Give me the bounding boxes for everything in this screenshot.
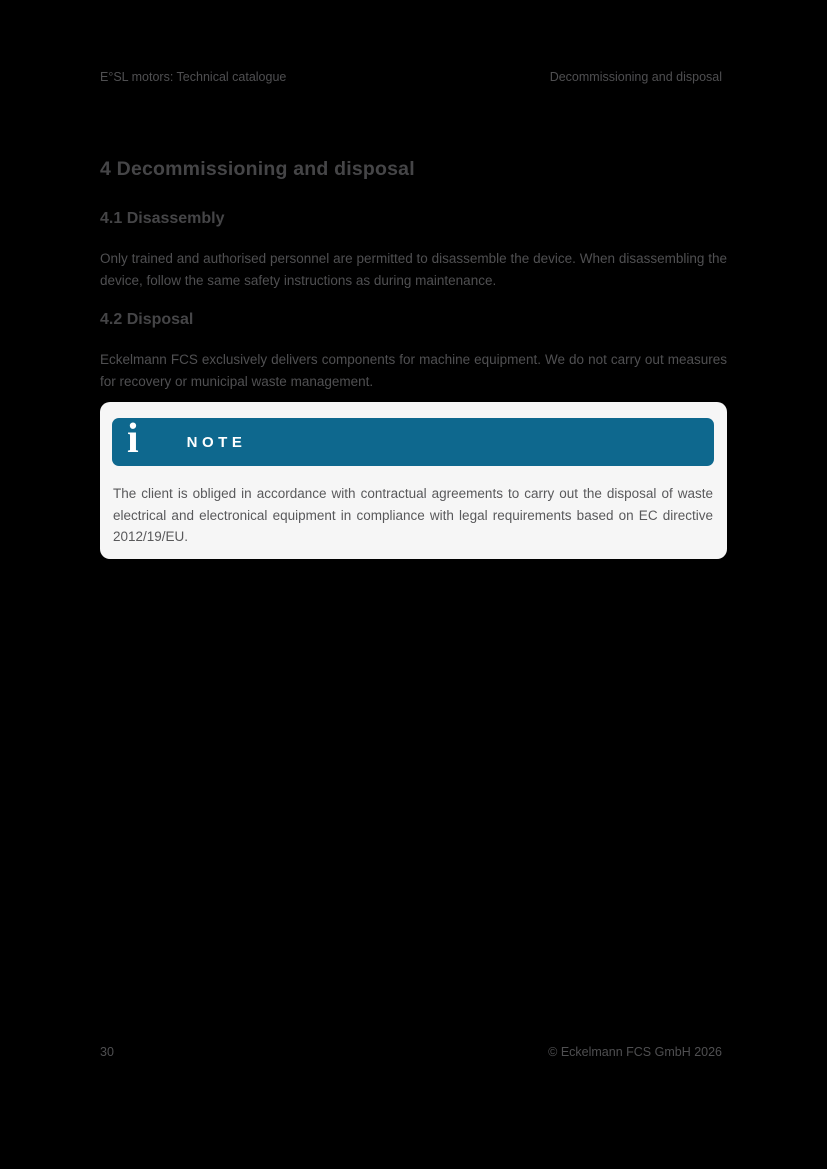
page-number: 30 [100, 1045, 114, 1059]
note-label: NOTE [186, 433, 247, 451]
section-heading-disposal: 4.2 Disposal [100, 311, 194, 328]
page-title: 4 Decommissioning and disposal [100, 158, 415, 180]
note-callout [100, 402, 727, 559]
page-footer [100, 1045, 722, 1059]
section-body-disposal: Eckelmann FCS exclusively delivers components for machine equipment. We do not carry out measures for recovery or municipal waste management. [100, 352, 727, 389]
copyright: © Eckelmann FCS GmbH 2026 [548, 1045, 722, 1059]
info-icon: i [127, 416, 139, 462]
section-body-disassembly: Only trained and authorised personnel are permitted to disassemble the device. When disassembling the device, follow the same safety instructions as during maintenance. [100, 251, 727, 288]
header-right-title: Decommissioning and disposal [549, 70, 722, 84]
note-body: The client is obliged in accordance with contractual agreements to carry out the disposal of waste electrical and electronical equipment in compliance with legal requirements based on EC directive 2012/19/EU. [113, 486, 713, 544]
page-header [100, 70, 722, 84]
header-left-title: E°SL motors: Technical catalogue [100, 70, 287, 84]
section-heading-disassembly: 4.1 Disassembly [100, 210, 225, 227]
note-header-bar [112, 418, 714, 466]
